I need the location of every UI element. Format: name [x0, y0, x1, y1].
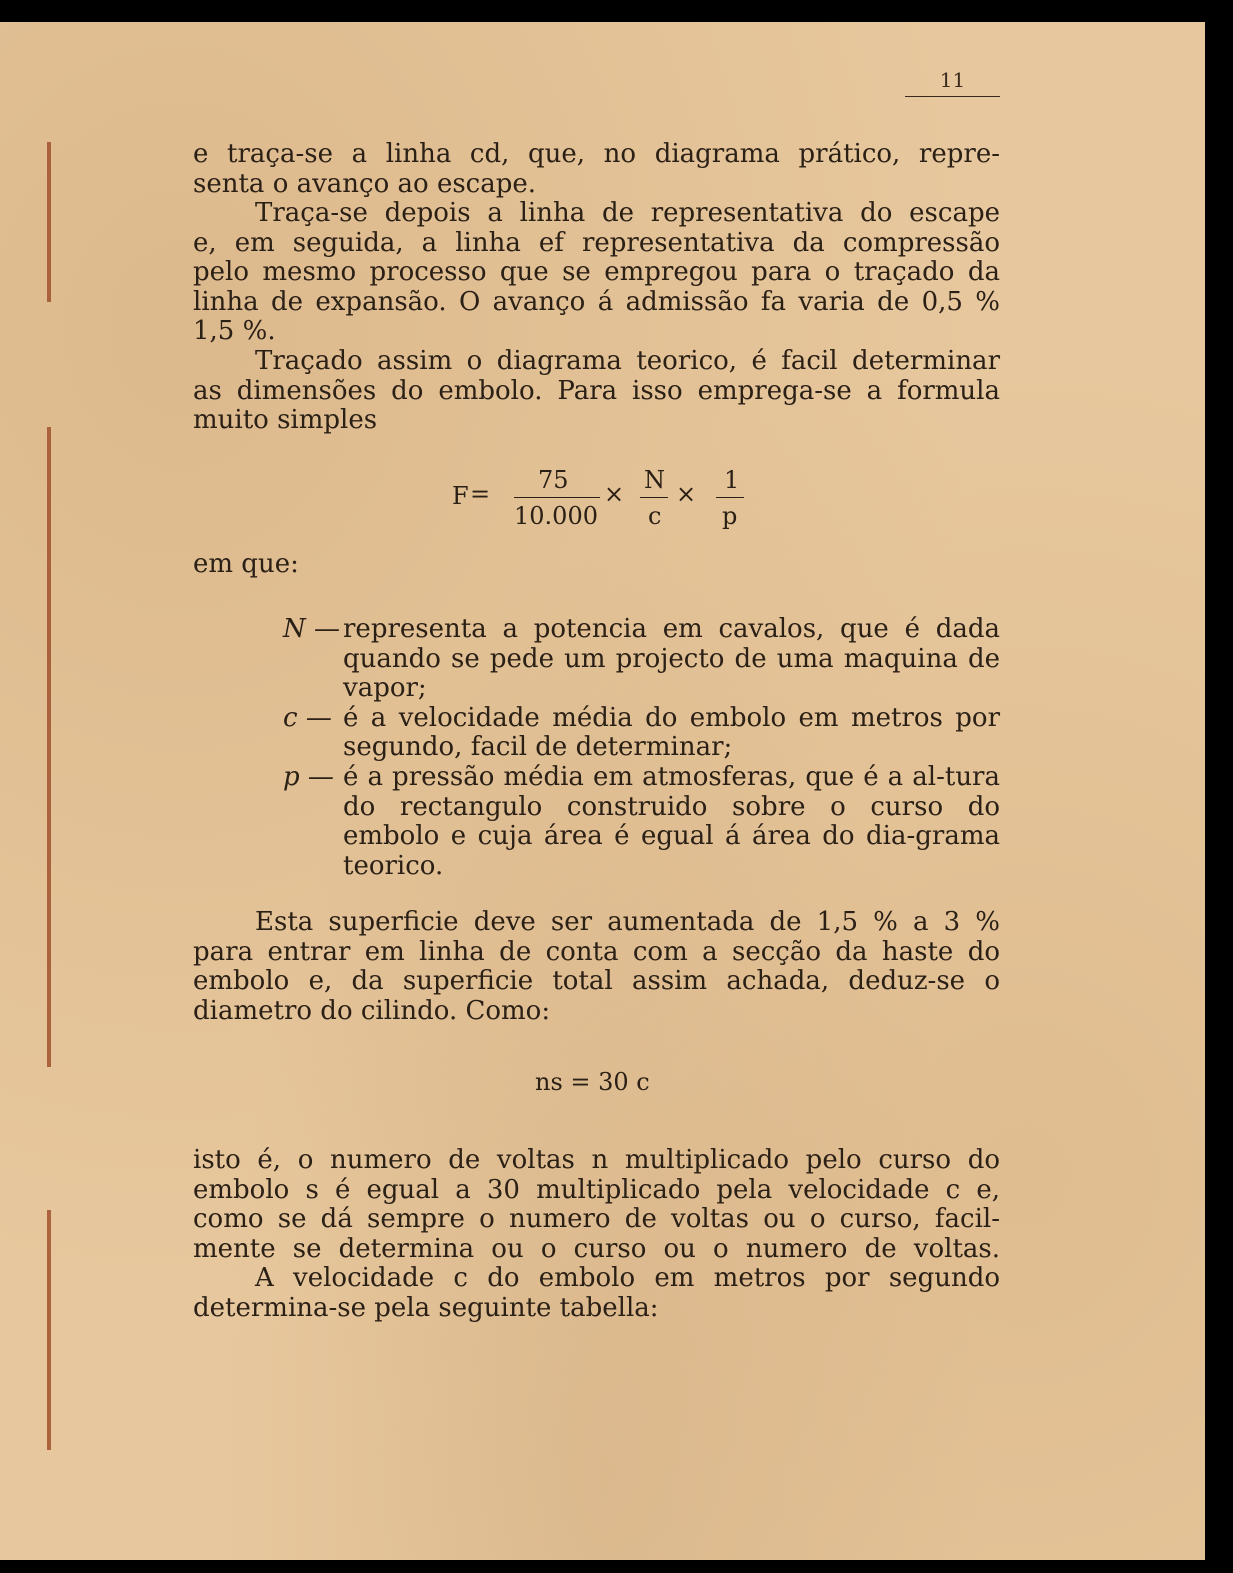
- definition-item: [283, 763, 1000, 881]
- definition-text: é a pressão média em atmosferas, que é a al-tura do rectangulo construido sobre o curso do embolo e cuja área é egual á área do dia-grama teorico.: [343, 761, 1000, 881]
- paragraph-4: [193, 908, 1000, 1026]
- text-line: como se dá sempre o numero de voltas ou o curso, facil-: [193, 1204, 1000, 1235]
- formula-frac2-num: N: [644, 466, 665, 494]
- paragraph-2: [193, 199, 1000, 347]
- equation: ns = 30 c: [535, 1068, 650, 1096]
- definitions-list: [283, 615, 1000, 881]
- formula-equals: =: [470, 480, 491, 508]
- definition-label: c —: [283, 702, 332, 733]
- definition-text: é a velocidade média do embolo em metros por segundo, facil de determinar;: [343, 702, 1000, 763]
- text-line: mente se determina ou o curso ou o numero de voltas.: [193, 1233, 1000, 1264]
- page-number: 11: [905, 68, 1000, 97]
- text-line: Traça-se depois a linha de representativa do escape: [255, 198, 1000, 228]
- fraction-bar: [514, 497, 600, 498]
- text-line: as dimensões do embolo. Para isso emprega-se a formula: [193, 375, 1000, 406]
- text-line: muito simples: [193, 405, 378, 436]
- definition-label: N —: [283, 614, 341, 644]
- em-que-label: em que:: [193, 549, 299, 579]
- formula-lhs: F: [452, 482, 469, 510]
- binding-edge: [47, 1210, 51, 1450]
- text-line: A velocidade c do embolo em metros por segundo: [255, 1263, 1000, 1293]
- formula-times: ×: [604, 480, 625, 508]
- text-line: pelo mesmo processo que se empregou para o traçado da: [193, 257, 1000, 288]
- binding-edge: [47, 142, 51, 302]
- text-line: embolo s é egual a 30 multiplicado pela velocidade c e,: [193, 1174, 1000, 1205]
- paragraph-6: [193, 1264, 1000, 1323]
- definition-item: [283, 615, 1000, 704]
- formula-frac1-num: 75: [538, 466, 569, 494]
- text-line: Traçado assim o diagrama teorico, é facil determinar: [255, 346, 1000, 376]
- formula-frac3-den: p: [722, 502, 738, 530]
- paragraph-1: [193, 140, 1000, 199]
- text-line: e traça-se a linha cd, que, no diagrama prático, repre-: [193, 139, 1000, 169]
- definition-item: [283, 704, 1000, 763]
- formula-times: ×: [676, 480, 697, 508]
- text-line: Esta superficie deve ser aumentada de 1,5 % a 3 %: [255, 907, 1000, 937]
- formula: [440, 466, 760, 532]
- formula-frac2-den: c: [648, 502, 662, 530]
- formula-frac3-num: 1: [724, 466, 740, 494]
- text-line: embolo e, da superficie total assim achada, deduz-se o: [193, 966, 1000, 997]
- text-line: para entrar em linha de conta com a secção da haste do: [193, 936, 1000, 967]
- text-line: senta o avanço ao escape.: [193, 168, 537, 199]
- text-line: diametro do cilindo. Como:: [193, 995, 551, 1026]
- binding-edge: [47, 427, 51, 1067]
- paragraph-3: [193, 347, 1000, 436]
- fraction-bar: [640, 497, 668, 498]
- text-line: e, em seguida, a linha ef representativa da compressão: [193, 227, 1000, 258]
- paragraph-5: [193, 1146, 1000, 1264]
- definition-text: representa a potencia em cavalos, que é dada quando se pede um projecto de uma maquina de vapor;: [343, 614, 1000, 704]
- formula-frac1-den: 10.000: [514, 502, 598, 530]
- definition-label: p —: [283, 761, 334, 792]
- text-line: 1,5 %.: [193, 316, 276, 347]
- text-line: isto é, o numero de voltas n multiplicado pelo curso do: [193, 1145, 1000, 1175]
- text-line: linha de expansão. O avanço á admissão fa varia de 0,5 %: [193, 286, 1000, 317]
- fraction-bar: [716, 497, 744, 498]
- text-line: determina-se pela seguinte tabella:: [193, 1292, 659, 1323]
